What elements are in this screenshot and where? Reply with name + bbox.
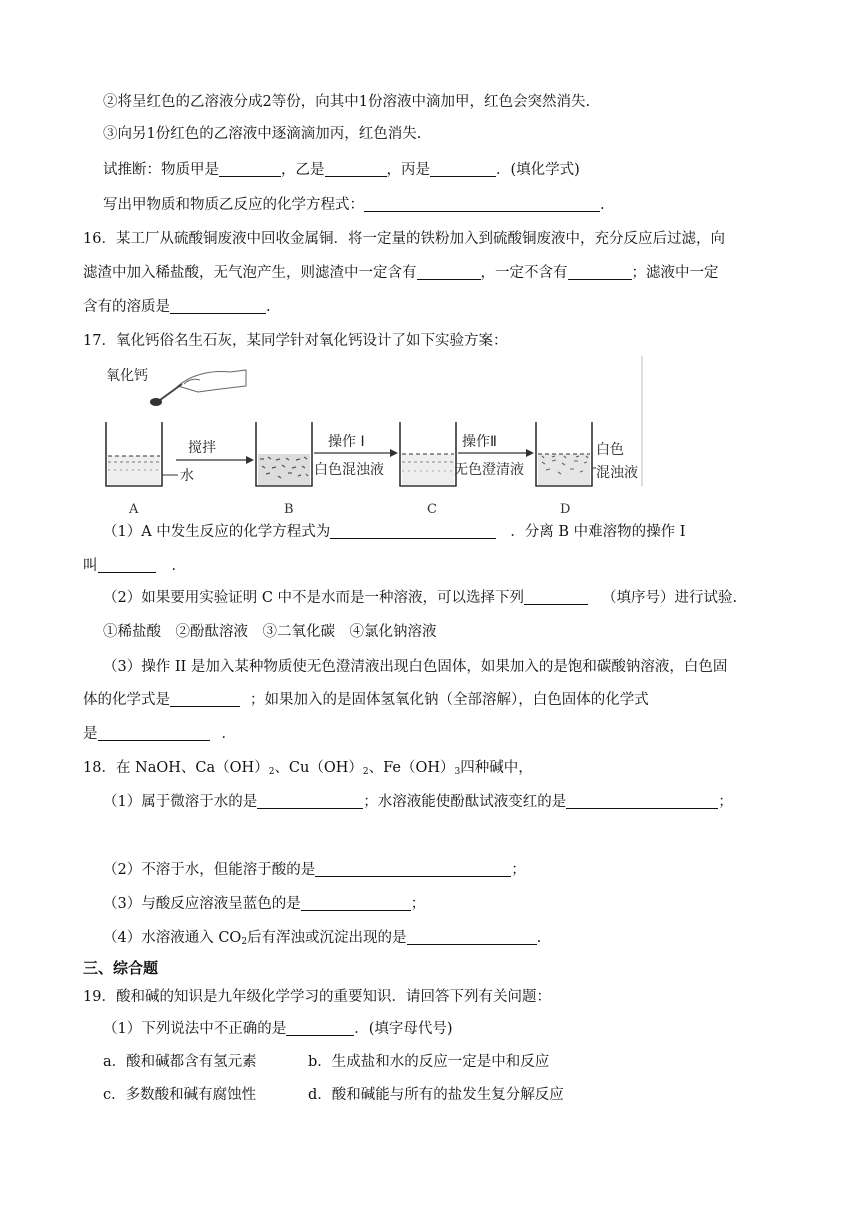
q16-text-a: 滤渣中加入稀盐酸，无气泡产生，则滤渣中一定含有: [83, 265, 417, 281]
q15-step3: ③向另1份红色的乙溶液中逐滴滴加丙，红色消失.: [103, 126, 422, 142]
answer-blank-bing[interactable]: [430, 160, 496, 177]
answer-blank-jia[interactable]: [219, 160, 281, 177]
q15-infer-text-c: ，丙是: [386, 162, 430, 178]
op2-label: 操作Ⅱ: [462, 434, 497, 450]
q17-part3-cont: [83, 690, 649, 710]
q18-sub-cu: 2: [362, 767, 369, 777]
q19-p1-text-b: ．(填字母代号): [354, 1021, 453, 1037]
q18-sub-ca: 2: [268, 767, 275, 777]
answer-blank-insoluble[interactable]: [315, 860, 511, 877]
q17-p1-text-d: ．: [171, 558, 186, 574]
answer-blank-slightly-soluble[interactable]: [257, 792, 363, 809]
q17-p3-text-b: 体的化学式是: [83, 692, 170, 708]
q18-p1-text-a: （1）属于微溶于水的是: [103, 794, 258, 810]
cao-label: 氧化钙: [106, 368, 148, 384]
q17-p3-text-d: 是: [83, 726, 98, 742]
q16-line2: [83, 263, 719, 283]
q18-sub-co2: 2: [241, 937, 248, 947]
q15-infer: [103, 160, 580, 180]
spoon-handle: [160, 384, 182, 400]
section-heading: 三、综合题: [83, 959, 159, 977]
q18-p2-text-b: ；: [511, 862, 526, 878]
answer-blank-residue-not[interactable]: [568, 263, 632, 280]
q18-p1-text-c: ；: [718, 794, 733, 810]
q18-intro-b: 、Cu（OH）: [274, 760, 363, 776]
q18-p4-text-c: .: [536, 930, 542, 946]
beaker-a: [106, 422, 162, 486]
q17-p1-text-b: ．分离 B 中难溶物的操作 I: [510, 524, 686, 540]
q18-part1: [103, 792, 733, 812]
d-liquid-label-2: 混浊液: [596, 465, 638, 481]
q15-infer-text-b: ，乙是: [281, 162, 325, 178]
op1-label: 操作 I: [328, 434, 365, 450]
q19-intro: 19．酸和碱的知识是九年级化学学习的重要知识．请回答下列有关问题：: [83, 989, 551, 1005]
q17-intro: 17．氧化钙俗名生石灰，某同学针对氧化钙设计了如下实验方案：: [83, 333, 508, 349]
b-liquid-label: 白色混浊液: [314, 462, 384, 478]
q17-part3: （3）操作 II 是加入某种物质使无色澄清液出现白色固体，如果加入的是饱和碳酸钠溶液，白色固: [103, 659, 728, 675]
q19-option-c: c．多数酸和碱有腐蚀性: [103, 1087, 257, 1103]
q18-part4: [103, 928, 541, 952]
q18-p1-text-b: ；水溶液能使酚酞试液变红的是: [363, 794, 567, 810]
answer-blank-incorrect[interactable]: [286, 1019, 354, 1036]
q15-infer-text-a: 试推断：物质甲是: [103, 162, 219, 178]
q15-infer-text-d: ．(填化学式): [496, 162, 580, 178]
q16-text-e: .: [266, 299, 271, 315]
q17-p3-text-c: ；如果加入的是固体氢氧化钠（全部溶解），白色固体的化学式: [250, 692, 649, 708]
q18-sub-fe: 3: [454, 767, 461, 777]
c-liquid-label: 无色澄清液: [454, 462, 524, 478]
water-label: 水: [180, 468, 194, 484]
q17-part1: [103, 522, 686, 542]
q15-equation-prompt: 写出甲物质和物质乙反应的化学方程式：: [103, 197, 364, 213]
q17-options: ①稀盐酸 ②酚酞溶液 ③二氧化碳 ④氯化钠溶液: [103, 624, 437, 640]
q18-part3: [103, 894, 425, 914]
answer-blank-phenolphthalein[interactable]: [566, 792, 718, 809]
answer-blank-equation[interactable]: [364, 195, 600, 212]
q16-text-d: 含有的溶质是: [83, 299, 170, 315]
q18-p3-text-b: ；: [410, 896, 426, 912]
q18-intro: [83, 758, 533, 782]
q17-p2-text-a: （2）如果要用实验证明 C 中不是水而是一种溶液，可以选择下列: [103, 590, 525, 606]
q19-option-a: a．酸和碱都含有氢元素: [103, 1054, 257, 1070]
answer-blank-reagent[interactable]: [524, 588, 588, 605]
beaker-b: [256, 422, 312, 486]
beaker-c: [400, 422, 456, 486]
q18-intro-c: 、Fe（OH）: [368, 760, 455, 776]
q19-part1: [103, 1019, 453, 1039]
q17-part2: [103, 588, 737, 608]
answer-blank-blue[interactable]: [301, 894, 411, 911]
q16-text-b: ，一定不含有: [480, 265, 568, 281]
q16-text-c: ；滤液中一定: [631, 265, 719, 281]
q15-equation: [103, 195, 605, 215]
q18-p2-text-a: （2）不溶于水，但能溶于酸的是: [103, 862, 316, 878]
experiment-figure: [100, 356, 648, 516]
q17-p1-text-a: （1）A 中发生反应的化学方程式为: [103, 524, 331, 540]
q19-option-d: d．酸和碱能与所有的盐发生复分解反应: [308, 1087, 564, 1103]
q17-part1-cont: [83, 556, 186, 576]
q16-line3: [83, 297, 271, 317]
answer-blank-residue-contains[interactable]: [417, 263, 481, 280]
q15-step2: ②将呈红色的乙溶液分成2等份，向其中1份溶液中滴加甲，红色会突然消失.: [103, 94, 591, 110]
q18-p4-text-a: （4）水溶液通入 CO: [103, 930, 242, 946]
q18-p4-text-b: 后有浑浊或沉淀出现的是: [247, 930, 407, 946]
answer-blank-solid-1[interactable]: [170, 690, 240, 707]
answer-blank-yi[interactable]: [325, 160, 387, 177]
q18-intro-d: 四种碱中，: [460, 760, 533, 776]
q19-option-b: b．生成盐和水的反应一定是中和反应: [308, 1054, 550, 1070]
label-a: A: [129, 502, 139, 516]
label-d: D: [560, 502, 571, 516]
q18-part2: [103, 860, 526, 880]
q17-p3-text-e: ．: [221, 726, 236, 742]
answer-blank-op1-name[interactable]: [98, 556, 156, 573]
label-b: B: [284, 502, 294, 516]
q17-p2-text-b: （填序号）进行试验.: [602, 590, 738, 606]
answer-blank-solute[interactable]: [170, 297, 266, 314]
answer-blank-co2[interactable]: [407, 928, 537, 945]
beaker-d: [536, 422, 592, 486]
answer-blank-a-equation[interactable]: [330, 522, 496, 539]
label-c: C: [427, 502, 437, 516]
q18-p3-text-a: （3）与酸反应溶液呈蓝色的是: [103, 896, 301, 912]
q16-line1: 16．某工厂从硫酸铜废液中回收金属铜．将一定量的铁粉加入到硫酸铜废液中，充分反应后过滤，向: [83, 231, 725, 247]
spoon-bowl: [150, 398, 162, 406]
q17-p1-text-c: 叫: [83, 558, 98, 574]
answer-blank-solid-2[interactable]: [98, 724, 210, 741]
d-liquid-label-1: 白色: [596, 442, 624, 458]
stir-label: 搅拌: [188, 440, 216, 456]
q15-equation-end: .: [600, 197, 605, 213]
q17-part3-end: [83, 724, 236, 744]
q18-intro-a: 18．在 NaOH、Ca（OH）: [83, 760, 269, 776]
q19-p1-text-a: （1）下列说法中不正确的是: [103, 1021, 287, 1037]
